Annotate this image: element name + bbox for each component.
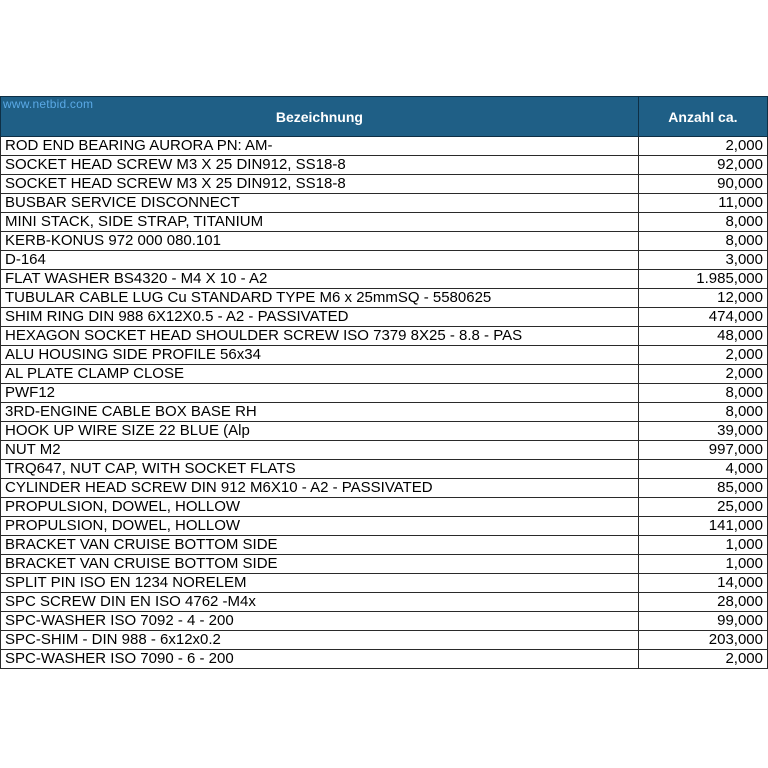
cell-quantity: 39,000 <box>638 422 767 441</box>
cell-quantity: 997,000 <box>638 441 767 460</box>
cell-quantity: 28,000 <box>638 593 767 612</box>
cell-description: SPC-WASHER ISO 7090 - 6 - 200 <box>1 650 639 669</box>
cell-description: PROPULSION, DOWEL, HOLLOW <box>1 498 639 517</box>
cell-quantity: 474,000 <box>638 308 767 327</box>
cell-description: D-164 <box>1 251 639 270</box>
cell-description: SOCKET HEAD SCREW M3 X 25 DIN912, SS18-8 <box>1 175 639 194</box>
cell-quantity: 2,000 <box>638 137 767 156</box>
cell-quantity: 1,000 <box>638 536 767 555</box>
table-row <box>1 365 768 384</box>
table-row <box>1 384 768 403</box>
table-row <box>1 631 768 650</box>
table-row <box>1 574 768 593</box>
table-row <box>1 555 768 574</box>
table-header-row <box>1 97 768 137</box>
table-row <box>1 232 768 251</box>
table-row <box>1 650 768 669</box>
table-row <box>1 403 768 422</box>
cell-quantity: 8,000 <box>638 213 767 232</box>
header-quantity-label: Anzahl ca. <box>668 108 738 125</box>
cell-quantity: 85,000 <box>638 479 767 498</box>
cell-quantity: 11,000 <box>638 194 767 213</box>
table-row <box>1 270 768 289</box>
cell-quantity: 4,000 <box>638 460 767 479</box>
header-quantity <box>638 97 767 137</box>
table-row <box>1 213 768 232</box>
cell-description: AL PLATE CLAMP CLOSE <box>1 365 639 384</box>
table-row <box>1 422 768 441</box>
cell-quantity: 25,000 <box>638 498 767 517</box>
table-row <box>1 308 768 327</box>
table-row <box>1 612 768 631</box>
cell-quantity: 48,000 <box>638 327 767 346</box>
cell-quantity: 12,000 <box>638 289 767 308</box>
cell-quantity: 8,000 <box>638 384 767 403</box>
parts-table <box>0 96 768 669</box>
cell-quantity: 203,000 <box>638 631 767 650</box>
header-description <box>1 97 639 137</box>
watermark: www.netbid.com <box>3 97 94 111</box>
cell-description: SPC SCREW DIN EN ISO 4762 -M4x <box>1 593 639 612</box>
cell-description: HEXAGON SOCKET HEAD SHOULDER SCREW ISO 7379 8X25 - 8.8 - PAS <box>1 327 639 346</box>
cell-quantity: 99,000 <box>638 612 767 631</box>
cell-description: BUSBAR SERVICE DISCONNECT <box>1 194 639 213</box>
table-row <box>1 441 768 460</box>
cell-description: PWF12 <box>1 384 639 403</box>
table-row <box>1 194 768 213</box>
cell-description: SPLIT PIN ISO EN 1234 NORELEM <box>1 574 639 593</box>
cell-quantity: 90,000 <box>638 175 767 194</box>
cell-quantity: 3,000 <box>638 251 767 270</box>
cell-description: BRACKET VAN CRUISE BOTTOM SIDE <box>1 536 639 555</box>
cell-description: SHIM RING DIN 988 6X12X0.5 - A2 - PASSIVATED <box>1 308 639 327</box>
cell-quantity: 92,000 <box>638 156 767 175</box>
cell-quantity: 2,000 <box>638 346 767 365</box>
cell-quantity: 8,000 <box>638 232 767 251</box>
table-row <box>1 175 768 194</box>
cell-description: 3RD-ENGINE CABLE BOX BASE RH <box>1 403 639 422</box>
cell-description: ALU HOUSING SIDE PROFILE 56x34 <box>1 346 639 365</box>
cell-quantity: 2,000 <box>638 650 767 669</box>
table-row <box>1 137 768 156</box>
table-row <box>1 460 768 479</box>
cell-description: KERB-KONUS 972 000 080.101 <box>1 232 639 251</box>
cell-description: FLAT WASHER BS4320 - M4 X 10 - A2 <box>1 270 639 289</box>
table-row <box>1 156 768 175</box>
cell-description: PROPULSION, DOWEL, HOLLOW <box>1 517 639 536</box>
cell-quantity: 8,000 <box>638 403 767 422</box>
table-row <box>1 498 768 517</box>
cell-description: MINI STACK, SIDE STRAP, TITANIUM <box>1 213 639 232</box>
cell-description: HOOK UP WIRE SIZE 22 BLUE (Alp <box>1 422 639 441</box>
cell-quantity: 2,000 <box>638 365 767 384</box>
cell-description: SPC-WASHER ISO 7092 - 4 - 200 <box>1 612 639 631</box>
cell-description: BRACKET VAN CRUISE BOTTOM SIDE <box>1 555 639 574</box>
cell-description: SPC-SHIM - DIN 988 - 6x12x0.2 <box>1 631 639 650</box>
table-row <box>1 346 768 365</box>
cell-quantity: 1,000 <box>638 555 767 574</box>
cell-quantity: 141,000 <box>638 517 767 536</box>
table-row <box>1 289 768 308</box>
table-row <box>1 327 768 346</box>
header-description-label: Bezeichnung <box>275 108 363 125</box>
table-row <box>1 479 768 498</box>
cell-quantity: 1.985,000 <box>638 270 767 289</box>
table-row <box>1 251 768 270</box>
table-row <box>1 517 768 536</box>
table-body <box>1 137 768 669</box>
cell-quantity: 14,000 <box>638 574 767 593</box>
table-row <box>1 536 768 555</box>
cell-description: TRQ647, NUT CAP, WITH SOCKET FLATS <box>1 460 639 479</box>
cell-description: CYLINDER HEAD SCREW DIN 912 M6X10 - A2 - PASSIVATED <box>1 479 639 498</box>
cell-description: SOCKET HEAD SCREW M3 X 25 DIN912, SS18-8 <box>1 156 639 175</box>
cell-description: TUBULAR CABLE LUG Cu STANDARD TYPE M6 x 25mmSQ - 5580625 <box>1 289 639 308</box>
cell-description: ROD END BEARING AURORA PN: AM- <box>1 137 639 156</box>
table-row <box>1 593 768 612</box>
cell-description: NUT M2 <box>1 441 639 460</box>
